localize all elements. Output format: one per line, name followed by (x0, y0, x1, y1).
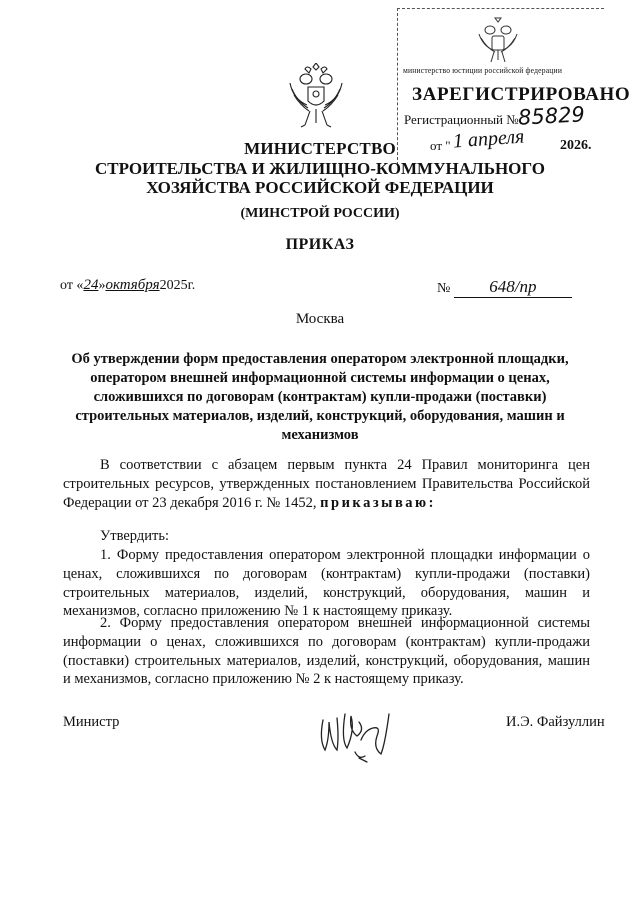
preamble-keyword: приказываю: (320, 494, 436, 511)
ministry-title-line-3: ХОЗЯЙСТВА РОССИЙСКОЙ ФЕДЕРАЦИИ (146, 178, 494, 197)
order-date (60, 277, 195, 294)
stamp-registered-label: ЗАРЕГИСТРИРОВАНО (412, 84, 631, 105)
stamp-year: 2026. (560, 138, 592, 153)
stamp-registration-number: 85829 (517, 102, 586, 130)
handwritten-signature-icon (315, 700, 395, 770)
stamp-emblem-icon (475, 16, 521, 66)
stamp-date-handwritten: 1 апреля (452, 125, 526, 153)
date-month: октября (105, 277, 160, 293)
item-1-paragraph: 1. Форму предоставления оператором электронной площадки информации о ценах, сложившихся по договорам (контрактам) купли-продажи (поставки) строительных материалов, изделий, конструкций, оборудования, машин и механизмов, согласно приложению № 1 к настоящему приказу. (63, 547, 590, 620)
coat-of-arms-icon (287, 63, 345, 129)
order-number-label: № (437, 281, 451, 296)
order-number (437, 277, 572, 298)
city: Москва (295, 311, 345, 327)
minister-name: И.Э. Файзуллин (506, 714, 605, 730)
ministry-title-line-1: МИНИСТЕРСТВО (244, 139, 396, 158)
date-year: 2025 (159, 278, 188, 293)
order-number-value: 648/пр (454, 277, 572, 298)
stamp-registration-label: Регистрационный № (404, 112, 519, 127)
date-prefix: от « (60, 278, 84, 293)
preamble-text: В соответствии с абзацем первым пункта 24 Правил мониторинга цен строительных ресурсов, утвержденных постановлением Правительства Российской Федерации от 23 декабря 2016 г. № 1452, (63, 457, 590, 511)
minister-title: Министр (63, 714, 120, 730)
date-sep: » (98, 278, 106, 293)
ministry-title-line-2: СТРОИТЕЛЬСТВА И ЖИЛИЩНО-КОММУНАЛЬНОГО (94, 159, 546, 178)
date-day: 24 (83, 277, 99, 293)
date-year-suffix: г. (187, 278, 196, 293)
approve-line: Утвердить: (100, 528, 169, 544)
item-2-paragraph: 2. Форму предоставления оператором внешней информационной системы информации о ценах, сложившихся по договорам (контрактам) купли-продажи (поставки) строительных материалов, изделий, конструкций, оборудования, машин и механизмов, согласно приложению № 2 к настоящему приказу. (63, 615, 590, 688)
stamp-from-label: от " (430, 138, 451, 153)
order-subject: Об утверждении форм предоставления оператором электронной площадки, оператором внешней информационной системы информации о ценах, сложившихся по договорам (контрактам) купли-продажи (поставки) строительных материалов, изделий, конструкций, оборудования, машин и механизмов (71, 351, 569, 443)
stamp-ministry-name: министерство юстиции российской федерации (403, 66, 563, 75)
ministry-abbreviation: (МИНСТРОЙ РОССИИ) (240, 206, 400, 221)
document-type: ПРИКАЗ (285, 236, 355, 253)
preamble-paragraph (63, 456, 590, 512)
